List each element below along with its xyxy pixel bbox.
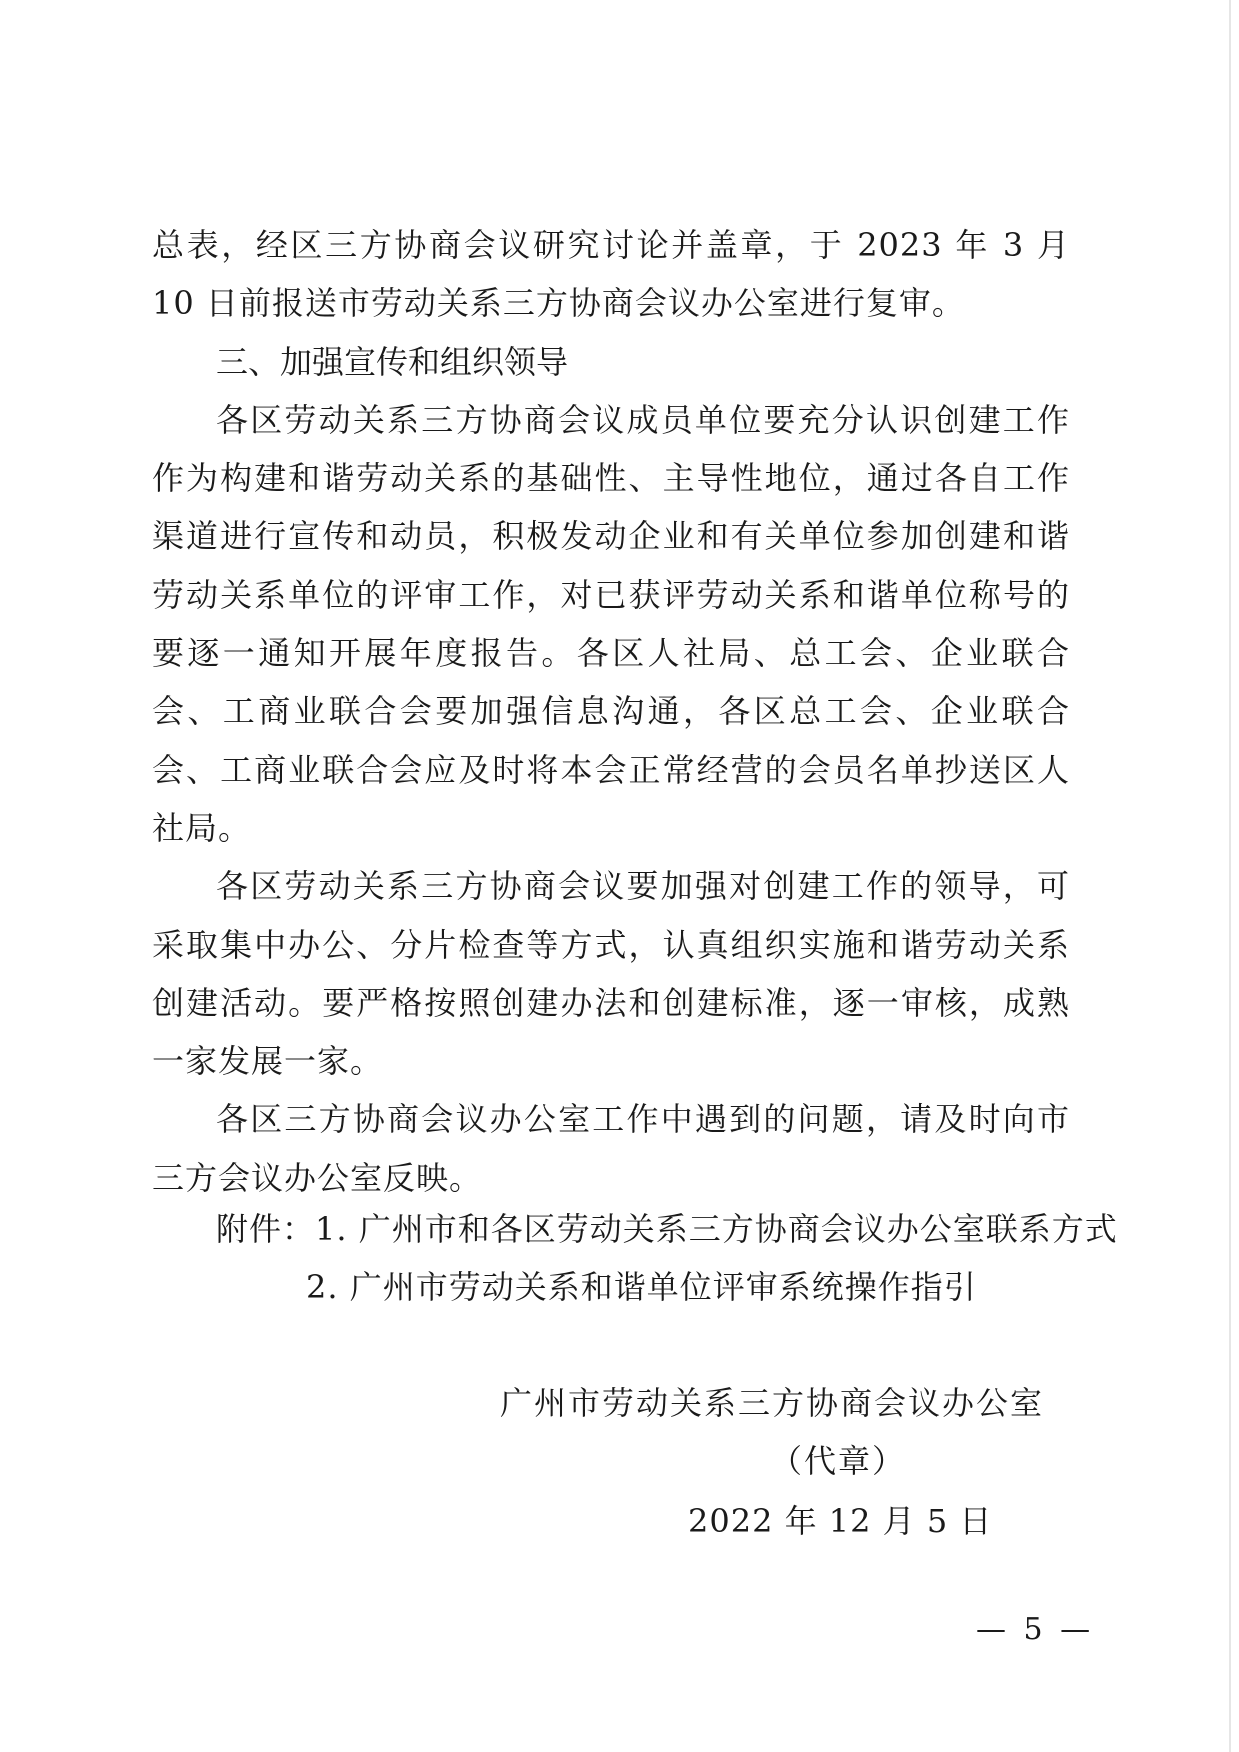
paragraph-feedback: 各区三方协商会议办公室工作中遇到的问题，请及时向市三方会议办公室反映。	[152, 1100, 1070, 1197]
paragraph-continuation: 总表，经区三方协商会议研究讨论并盖章，于 2023 年 3 月 10 日前报送市劳动关系三方协商会议办公室进行复审。	[152, 226, 1070, 323]
body-content	[152, 216, 1070, 1207]
signature-date: 2022 年 12 月 5 日	[688, 1502, 993, 1540]
paragraph-leadership: 各区劳动关系三方协商会议要加强对创建工作的领导，可采取集中办公、分片检查等方式，认真组织实施和谐劳动关系创建活动。要严格按照创建办法和创建标准，逐一审核，成熟一家发展一家。	[152, 867, 1070, 1081]
page-number: — 5 —	[976, 1612, 1095, 1647]
paragraph-publicity: 各区劳动关系三方协商会议成员单位要充分认识创建工作作为构建和谐劳动关系的基础性、主导性地位，通过各自工作渠道进行宣传和动员，积极发动企业和有关单位参加创建和谐劳动关系单位的评审工作，对已获评劳动关系和谐单位称号的要逐一通知开展年度报告。各区人社局、总工会、企业联合会、工商业联合会要加强信息沟通，各区总工会、企业联合会、工商业联合会应及时将本会正常经营的会员名单抄送区人社局。	[152, 400, 1070, 847]
attachments	[216, 1200, 1118, 1316]
attachment-item-2: 2. 广州市劳动关系和谐单位评审系统操作指引	[306, 1268, 977, 1306]
scan-edge-line	[1229, 0, 1231, 1752]
signature-organization: 广州市劳动关系三方协商会议办公室	[500, 1384, 1045, 1422]
signature-seal-note: （代章）	[770, 1442, 907, 1480]
section-heading-3: 三、加强宣传和组织领导	[216, 342, 569, 381]
attachment-line-1	[216, 1200, 1118, 1258]
attachment-item-1: 1. 广州市和各区劳动关系三方协商会议办公室联系方式	[315, 1210, 1118, 1248]
attachment-label: 附件：	[216, 1210, 316, 1248]
